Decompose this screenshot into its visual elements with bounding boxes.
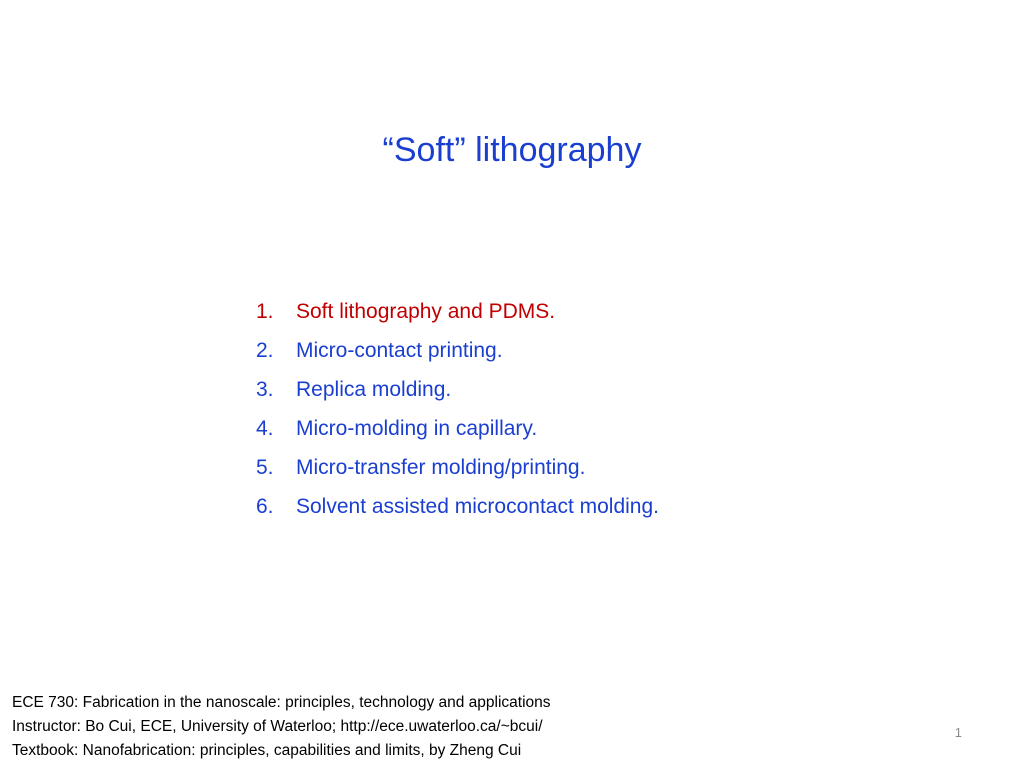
footer-course: ECE 730: Fabrication in the nanoscale: principles, technology and applications: [12, 694, 551, 711]
topic-text: Solvent assisted microcontact molding.: [296, 495, 659, 518]
footer-instructor: Instructor: Bo Cui, ECE, University of Waterloo; http://ece.uwaterloo.ca/~bcui/: [12, 718, 543, 735]
slide-number: 1: [954, 725, 962, 740]
topic-number: 2.: [256, 339, 274, 362]
topic-number: 4.: [256, 417, 274, 440]
topic-text: Replica molding.: [296, 378, 452, 401]
topic-list: [256, 292, 856, 526]
topic-text: Micro-transfer molding/printing.: [296, 456, 586, 479]
topic-item-3: [256, 370, 856, 409]
topic-text: Soft lithography and PDMS.: [296, 300, 556, 323]
topic-number: 5.: [256, 456, 274, 479]
topic-item-5: [256, 448, 856, 487]
topic-number: 6.: [256, 495, 274, 518]
topic-item-2: [256, 331, 856, 370]
topic-number: 1.: [256, 300, 274, 323]
topic-text: Micro-contact printing.: [296, 339, 503, 362]
topic-text: Micro-molding in capillary.: [296, 417, 538, 440]
topic-number: 3.: [256, 378, 274, 401]
topic-item-6: [256, 487, 856, 526]
footer-textbook: Textbook: Nanofabrication: principles, capabilities and limits, by Zheng Cui: [12, 742, 522, 759]
topic-item-4: [256, 409, 856, 448]
slide-footer: [12, 691, 551, 763]
slide-title: “Soft” lithography: [382, 131, 642, 169]
topic-item-1: [256, 292, 856, 331]
